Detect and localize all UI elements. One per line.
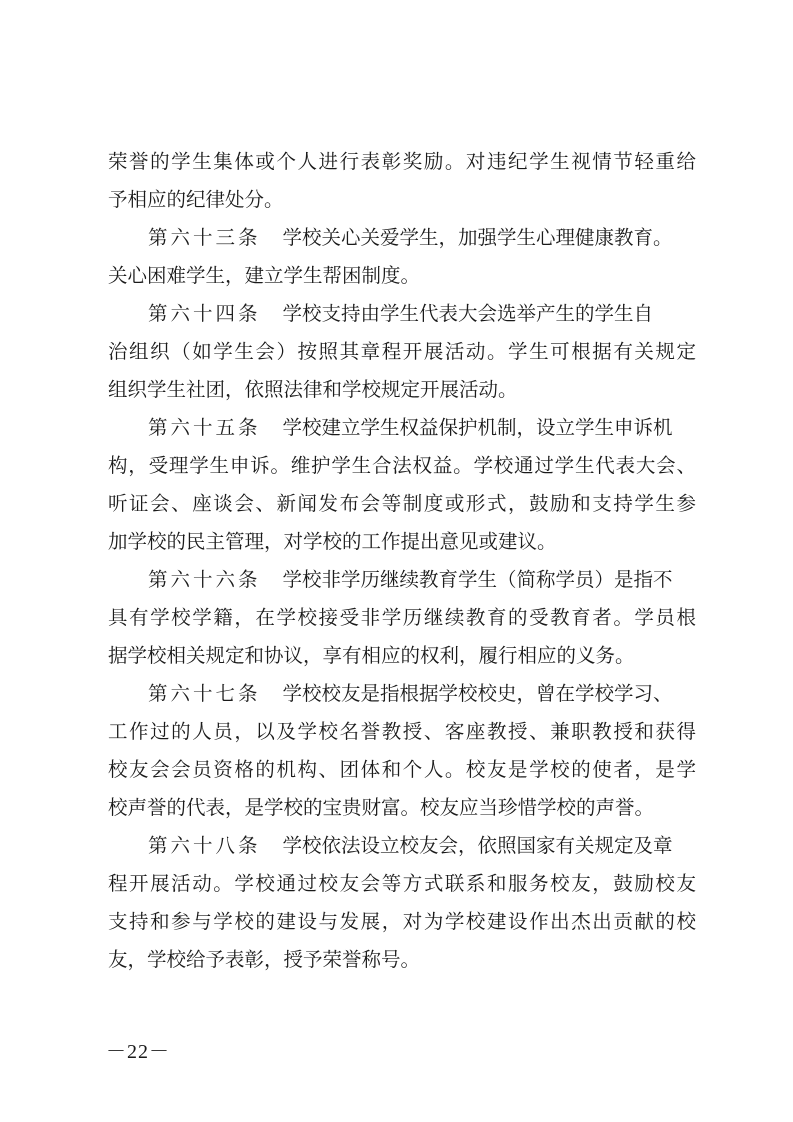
article-number: 第六十七条	[148, 682, 261, 705]
text-line: 关心困难学生，建立学生帮困制度。	[108, 264, 421, 287]
text-line: 学校关心关爱学生，加强学生心理健康教育。	[282, 226, 673, 249]
article-64	[108, 295, 696, 409]
text-line: 予相应的纪律处分。	[108, 188, 284, 211]
article-67	[108, 675, 696, 827]
text-line: 友，学校给予表彰，授予荣誉称号。	[108, 948, 421, 971]
article-first-line	[108, 561, 696, 599]
text-line: 工作过的人员，以及学校名誉教授、客座教授、兼职教授和获得	[108, 720, 696, 743]
document-body	[108, 143, 696, 979]
article-first-line	[108, 219, 696, 257]
page-number: －22－	[106, 1041, 170, 1063]
article-first-line	[108, 675, 696, 713]
text-line: 听证会、座谈会、新闻发布会等制度或形式，鼓励和支持学生参	[108, 492, 696, 515]
text-line: 据学校相关规定和协议，享有相应的权利，履行相应的义务。	[108, 644, 635, 667]
article-first-line	[108, 295, 696, 333]
text-line: 荣誉的学生集体或个人进行表彰奖励。对违纪学生视情节轻重给	[108, 150, 696, 173]
article-number: 第六十五条	[148, 416, 261, 439]
text-line: 组织学生社团，依照法律和学校规定开展活动。	[108, 378, 518, 401]
article-number: 第六十八条	[148, 834, 261, 857]
text-line: 构，受理学生申诉。维护学生合法权益。学校通过学生代表大会、	[108, 454, 696, 477]
text-line: 治组织（如学生会）按照其章程开展活动。学生可根据有关规定	[108, 340, 696, 363]
article-65	[108, 409, 696, 561]
article-first-line	[108, 409, 696, 447]
text-line: 学校依法设立校友会，依照国家有关规定及章	[282, 834, 673, 857]
article-number: 第六十四条	[148, 302, 261, 325]
article-68	[108, 827, 696, 979]
article-number: 第六十六条	[148, 568, 261, 591]
text-line: 学校非学历继续教育学生（简称学员）是指不	[282, 568, 673, 591]
text-line: 具有学校学籍，在学校接受非学历继续教育的受教育者。学员根	[108, 606, 696, 629]
paragraph-continuation	[108, 143, 696, 219]
text-line: 校声誉的代表，是学校的宝贵财富。校友应当珍惜学校的声誉。	[108, 796, 655, 819]
article-first-line	[108, 827, 696, 865]
text-line: 学校支持由学生代表大会选举产生的学生自	[282, 302, 654, 325]
text-line: 程开展活动。学校通过校友会等方式联系和服务校友，鼓励校友	[108, 872, 696, 895]
article-66	[108, 561, 696, 675]
text-line: 支持和参与学校的建设与发展，对为学校建设作出杰出贡献的校	[108, 910, 696, 933]
text-line: 学校校友是指根据学校校史，曾在学校学习、	[282, 682, 673, 705]
text-line: 校友会会员资格的机构、团体和个人。校友是学校的使者，是学	[108, 758, 696, 781]
article-63	[108, 219, 696, 295]
article-number: 第六十三条	[148, 226, 261, 249]
text-line: 加学校的民主管理，对学校的工作提出意见或建议。	[108, 530, 557, 553]
text-line: 学校建立学生权益保护机制，设立学生申诉机	[282, 416, 673, 439]
